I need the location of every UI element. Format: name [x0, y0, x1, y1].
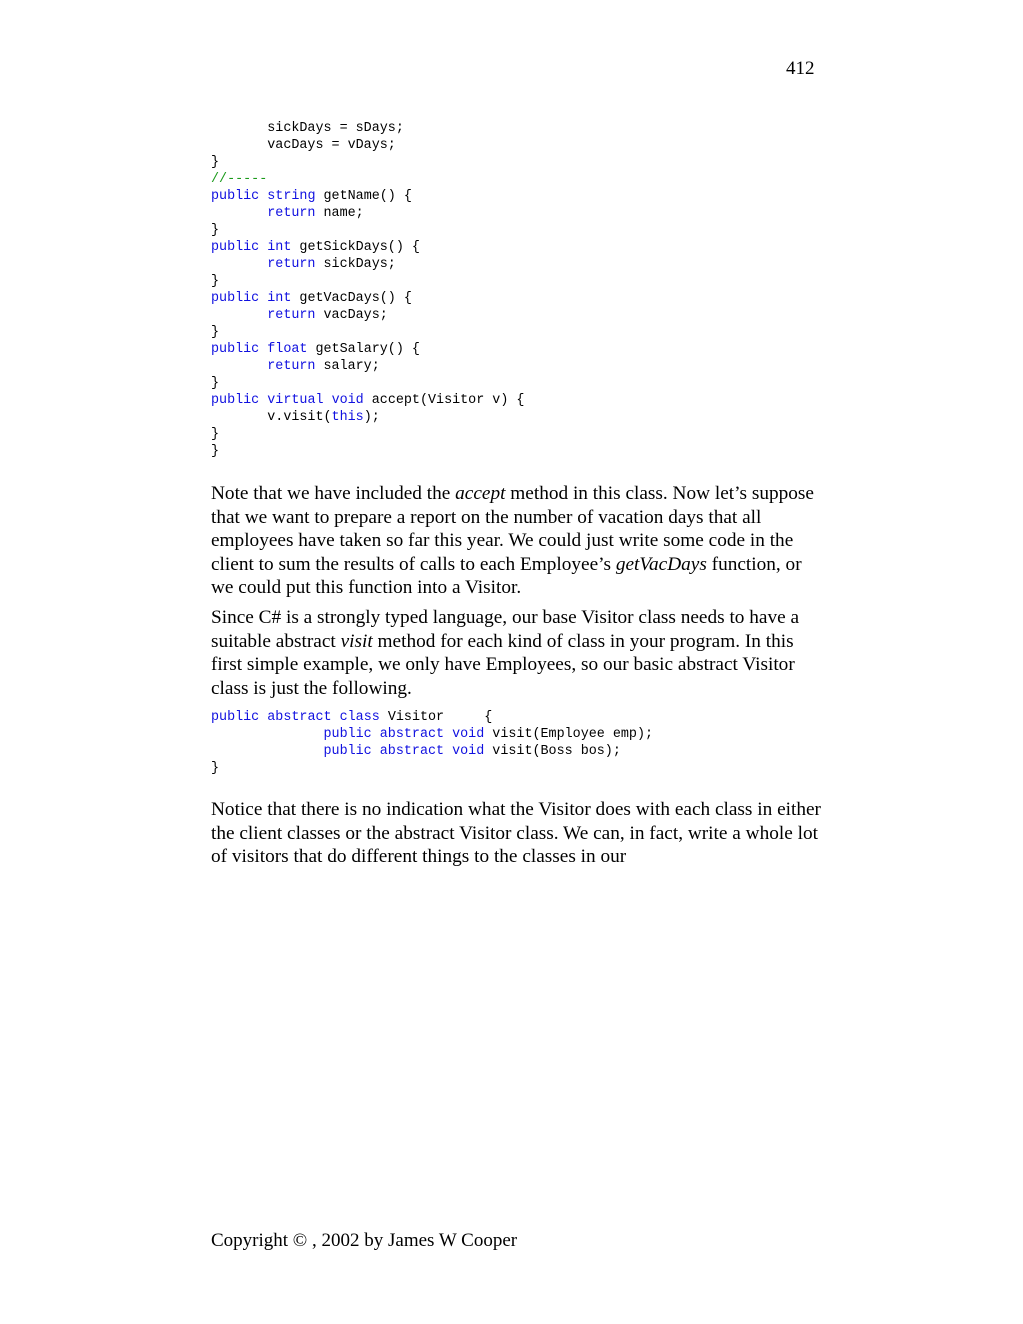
code-keyword: public — [211, 291, 260, 306]
code-keyword: abstract — [267, 710, 332, 725]
code-line — [211, 709, 653, 726]
code-text: sickDays; — [315, 257, 396, 272]
code-text — [444, 744, 452, 759]
code-keyword: virtual — [267, 393, 324, 408]
code-text — [211, 727, 324, 742]
code-text: v.visit( — [211, 410, 332, 425]
paragraph-text: Notice that there is no indication what the Visitor does with each class in either the client classes or the abstract Visitor class. We can, in fact, write a whole lot of visitors that do different things to the classes in our — [211, 799, 821, 868]
code-keyword: public — [211, 710, 260, 725]
emphasized-term: accept — [455, 483, 506, 504]
paragraph-text: Note that we have included the — [211, 483, 456, 504]
code-text — [444, 727, 452, 742]
code-line — [211, 409, 524, 426]
code-text — [211, 359, 267, 374]
code-text — [211, 744, 324, 759]
code-text: vacDays = vDays; — [211, 138, 396, 153]
code-text: ); — [363, 410, 380, 425]
code-text: getSickDays() { — [291, 240, 420, 255]
code-line — [211, 358, 524, 375]
code-keyword: int — [267, 291, 292, 306]
code-line — [211, 307, 524, 324]
code-text: sickDays = sDays; — [211, 121, 404, 136]
code-keyword: void — [331, 393, 364, 408]
code-keyword: public — [323, 727, 372, 742]
paragraph-notice — [211, 798, 821, 869]
code-keyword: public — [211, 189, 260, 204]
code-text: } — [211, 274, 220, 289]
code-keyword: return — [267, 359, 316, 374]
code-text — [211, 308, 267, 323]
code-keyword: public — [211, 240, 260, 255]
code-text: } — [211, 761, 220, 776]
code-keyword: return — [267, 308, 316, 323]
paragraph-accept-method — [211, 482, 821, 600]
code-keyword: this — [331, 410, 364, 425]
paragraph-text: Since C# is a strongly typed language, our base Visitor class needs to have a suitable abstract — [211, 607, 800, 652]
code-keyword: int — [267, 240, 292, 255]
code-line — [211, 205, 524, 222]
code-text: salary; — [315, 359, 380, 374]
code-line — [211, 426, 524, 443]
code-text: } — [211, 376, 220, 391]
code-keyword: float — [267, 342, 308, 357]
code-text: name; — [315, 206, 364, 221]
code-text — [324, 393, 332, 408]
code-text: } — [211, 155, 220, 170]
code-text: Visitor { — [379, 710, 493, 725]
code-line — [211, 120, 524, 137]
code-keyword: return — [267, 257, 316, 272]
paragraph-text: method in this class. Now let’s suppose that we want to prepare a report on the number of vacation days that all employees have taken so far this year. We could just write some code in the client to sum the results of calls to each Employee’s — [211, 483, 814, 575]
code-line — [211, 222, 524, 239]
code-text — [372, 727, 380, 742]
code-text — [211, 257, 267, 272]
code-text: vacDays; — [315, 308, 388, 323]
paragraph-text: method for each kind of class in your program. In this first simple example, we only have Employees, so our basic abstract Visitor class is just the following. — [211, 630, 795, 699]
code-line — [211, 171, 524, 188]
code-text: getName() { — [315, 189, 412, 204]
code-keyword: public — [211, 393, 260, 408]
code-keyword: string — [267, 189, 316, 204]
code-keyword: abstract — [379, 744, 445, 759]
code-line — [211, 256, 524, 273]
code-text: } — [211, 427, 220, 442]
code-keyword: public — [323, 744, 372, 759]
code-text: } — [211, 444, 220, 459]
code-keyword: void — [452, 744, 485, 759]
code-text — [211, 206, 267, 221]
code-line — [211, 273, 524, 290]
code-keyword: void — [452, 727, 485, 742]
code-line — [211, 760, 653, 777]
emphasized-term: getVacDays — [615, 553, 707, 575]
code-text: } — [211, 325, 220, 340]
code-text — [332, 710, 340, 725]
code-line — [211, 324, 524, 341]
code-text: visit(Boss bos); — [484, 744, 621, 759]
paragraph-strongly-typed — [211, 606, 821, 700]
code-keyword: class — [339, 710, 380, 725]
code-keyword: return — [267, 206, 316, 221]
code-line — [211, 341, 524, 358]
code-keyword: abstract — [379, 727, 445, 742]
code-text: } — [211, 223, 220, 238]
paragraph-text: function, or we could put this function into a Visitor. — [211, 553, 802, 599]
code-comment: //----- — [211, 172, 268, 187]
code-line — [211, 443, 524, 460]
emphasized-term: visit — [340, 630, 373, 652]
code-text: getSalary() { — [307, 342, 420, 357]
code-line — [211, 154, 524, 171]
code-line — [211, 290, 524, 307]
code-block-visitor-class — [211, 709, 653, 777]
code-text: accept(Visitor v) { — [363, 393, 525, 408]
page-number: 412 — [786, 58, 815, 79]
footer-copyright: Copyright © , 2002 by James W Cooper — [211, 1230, 518, 1251]
code-block-employee-methods — [211, 120, 524, 460]
code-line — [211, 137, 524, 154]
code-keyword: public — [211, 342, 260, 357]
code-line — [211, 726, 653, 743]
code-text: visit(Employee emp); — [484, 727, 654, 742]
code-line — [211, 375, 524, 392]
code-line — [211, 392, 524, 409]
code-text: getVacDays() { — [291, 291, 412, 306]
code-line — [211, 239, 524, 256]
code-line — [211, 743, 653, 760]
code-text — [372, 744, 380, 759]
code-line — [211, 188, 524, 205]
